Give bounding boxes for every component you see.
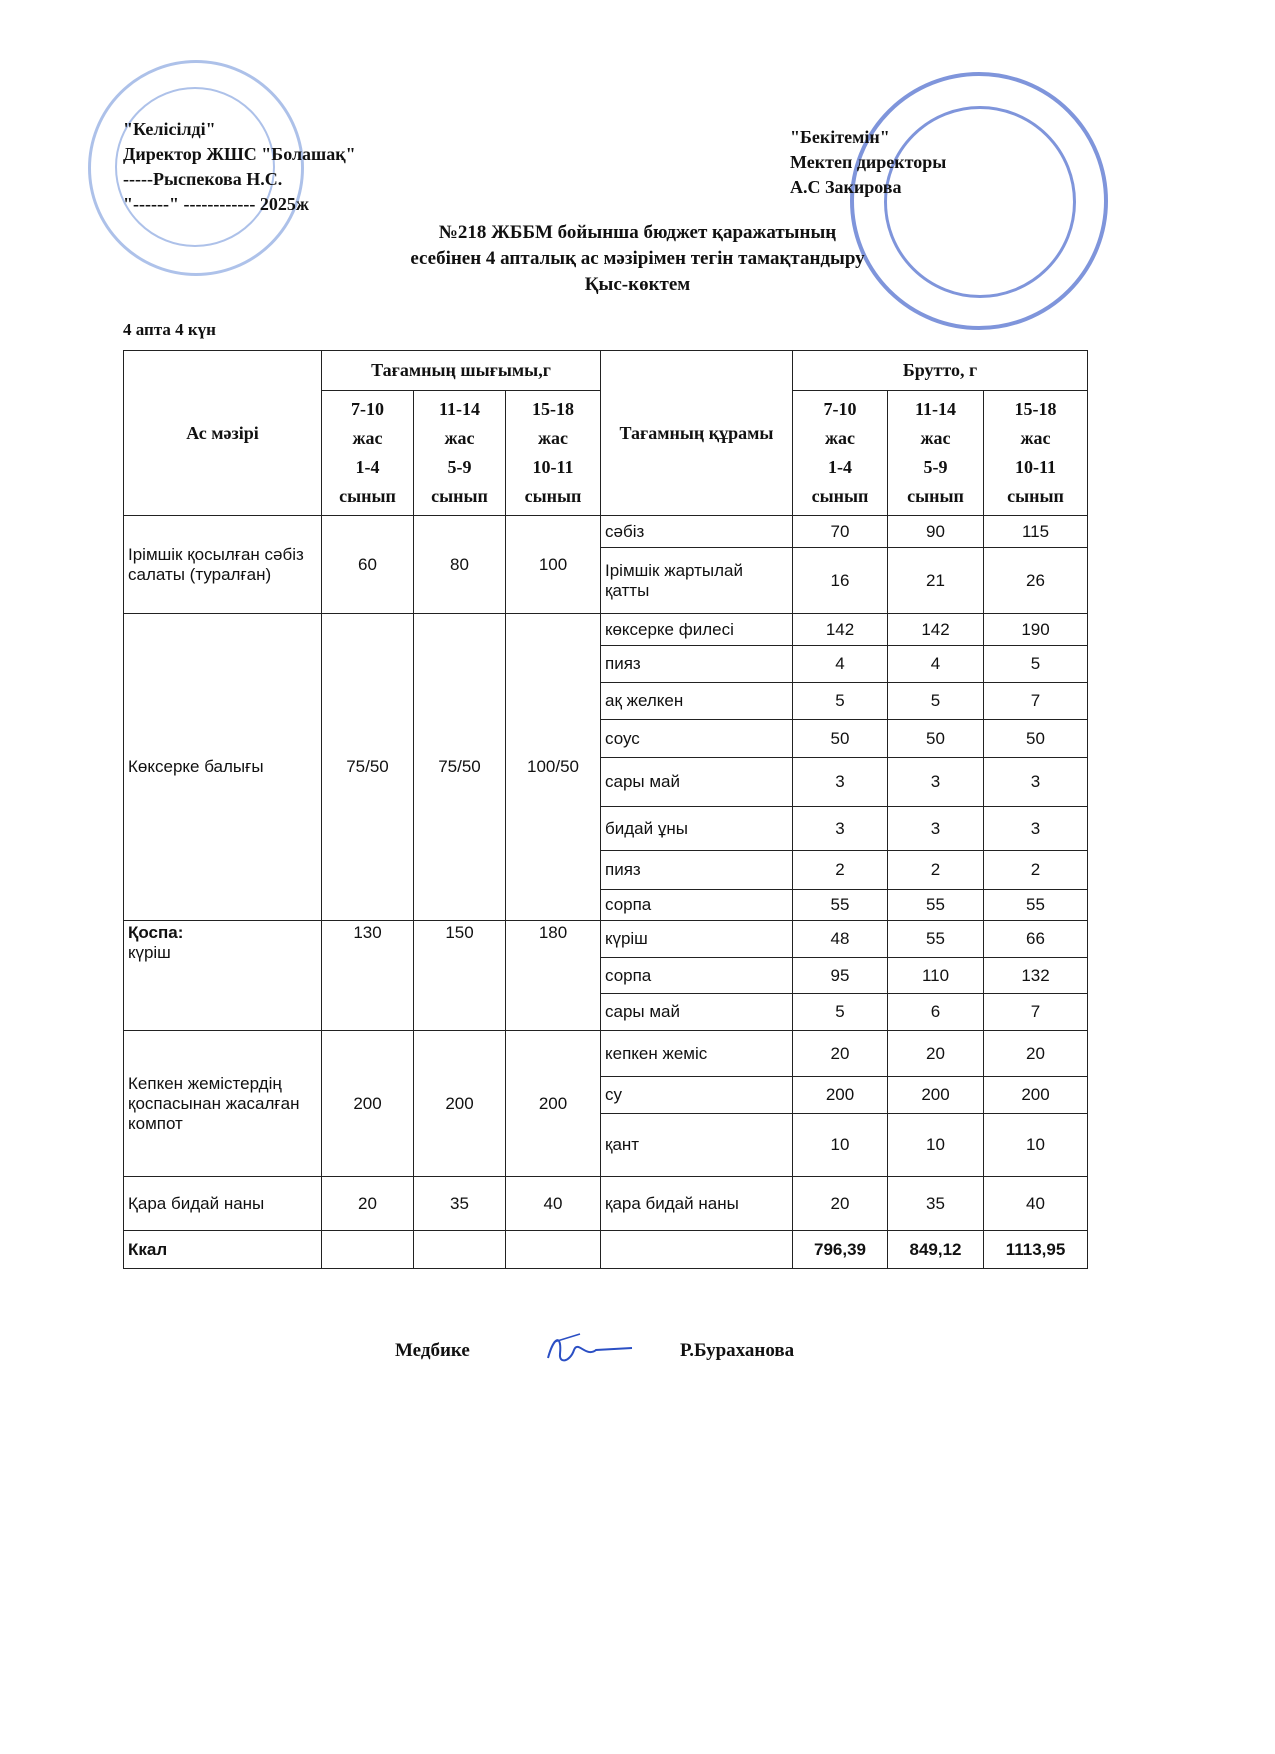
approved-line-2: Мектеп директоры [790, 152, 947, 172]
document-title-line-1: №218 ЖББМ бойынша бюджет қаражатының [438, 222, 837, 243]
header-menu: Ас мәзірі [124, 351, 322, 516]
gross-value: 20 [984, 1031, 1088, 1077]
yield-value: 75/50 [414, 614, 506, 921]
gross-value: 7 [984, 683, 1088, 720]
gross-value: 7 [984, 994, 1088, 1031]
ingredient-name: Ірімшік жартылай қатты [601, 548, 793, 614]
ingredient-name: ақ желкен [601, 683, 793, 720]
gross-value: 4 [793, 646, 888, 683]
kcal-label: Ккал [124, 1231, 322, 1269]
gross-value: 4 [888, 646, 984, 683]
dish-name: Қара бидай наны [124, 1177, 322, 1231]
footer-name: Р.Бураханова [680, 1340, 795, 1361]
gross-value: 2 [984, 851, 1088, 890]
gross-value: 40 [984, 1177, 1088, 1231]
agreed-line-3: -----Рыспекова Н.С. [123, 169, 283, 189]
header-age-group: 15-18 жас 10-11 сынып [984, 391, 1088, 516]
header-age-group: 7-10 жас 1-4 сынып [322, 391, 414, 516]
signature [540, 1328, 640, 1372]
gross-value: 200 [888, 1077, 984, 1114]
gross-value: 48 [793, 921, 888, 958]
gross-value: 35 [888, 1177, 984, 1231]
gross-value: 2 [888, 851, 984, 890]
empty-cell [322, 1231, 414, 1269]
gross-value: 3 [793, 758, 888, 807]
gross-value: 10 [888, 1114, 984, 1177]
gross-value: 3 [984, 758, 1088, 807]
yield-value: 100 [506, 516, 601, 614]
gross-value: 20 [888, 1031, 984, 1077]
footer-role: Медбике [395, 1340, 470, 1361]
kcal-value: 1113,95 [984, 1231, 1088, 1269]
dish-name: Көксерке балығы [124, 614, 322, 921]
empty-cell [414, 1231, 506, 1269]
header-age-group: 11-14 жас 5-9 сынып [414, 391, 506, 516]
ingredient-name: соус [601, 720, 793, 758]
ingredient-name: сары май [601, 994, 793, 1031]
gross-value: 20 [793, 1031, 888, 1077]
yield-value: 75/50 [322, 614, 414, 921]
gross-value: 55 [888, 890, 984, 921]
ingredient-name: сорпа [601, 958, 793, 994]
empty-cell [601, 1231, 793, 1269]
yield-value: 130 [322, 921, 414, 1031]
approved-line-1: "Бекітемін" [790, 127, 890, 147]
gross-value: 16 [793, 548, 888, 614]
kcal-value: 849,12 [888, 1231, 984, 1269]
gross-value: 5 [888, 683, 984, 720]
ingredient-name: пияз [601, 646, 793, 683]
gross-value: 5 [793, 994, 888, 1031]
yield-value: 180 [506, 921, 601, 1031]
gross-value: 55 [984, 890, 1088, 921]
yield-value: 100/50 [506, 614, 601, 921]
gross-value: 5 [984, 646, 1088, 683]
gross-value: 3 [984, 807, 1088, 851]
yield-value: 200 [506, 1031, 601, 1177]
header-age-group: 7-10 жас 1-4 сынып [793, 391, 888, 516]
header-yield: Тағамның шығымы,г [322, 351, 601, 391]
gross-value: 95 [793, 958, 888, 994]
document-title-line-3: Қыс-көктем [584, 274, 691, 295]
document-title-line-2: есебінен 4 апталық ас мәзірімен тегін тамақтандыру [410, 248, 865, 269]
header-gross: Брутто, г [793, 351, 1088, 391]
ingredient-name: қара бидай наны [601, 1177, 793, 1231]
gross-value: 20 [793, 1177, 888, 1231]
header-age-group: 11-14 жас 5-9 сынып [888, 391, 984, 516]
agreed-line-2: Директор ЖШС "Болашақ" [123, 144, 356, 164]
yield-value: 35 [414, 1177, 506, 1231]
gross-value: 50 [888, 720, 984, 758]
dish-name: Ірімшік қосылған сәбіз салаты (туралған) [124, 516, 322, 614]
gross-value: 6 [888, 994, 984, 1031]
gross-value: 90 [888, 516, 984, 548]
header-age-group: 15-18 жас 10-11 сынып [506, 391, 601, 516]
gross-value: 50 [793, 720, 888, 758]
gross-value: 66 [984, 921, 1088, 958]
gross-value: 10 [793, 1114, 888, 1177]
gross-value: 110 [888, 958, 984, 994]
gross-value: 55 [793, 890, 888, 921]
gross-value: 142 [793, 614, 888, 646]
ingredient-name: сары май [601, 758, 793, 807]
gross-value: 50 [984, 720, 1088, 758]
gross-value: 115 [984, 516, 1088, 548]
approved-line-3: А.С Закирова [790, 177, 902, 197]
ingredient-name: сорпа [601, 890, 793, 921]
gross-value: 10 [984, 1114, 1088, 1177]
ingredient-name: пияз [601, 851, 793, 890]
yield-value: 60 [322, 516, 414, 614]
kcal-value: 796,39 [793, 1231, 888, 1269]
gross-value: 132 [984, 958, 1088, 994]
yield-value: 150 [414, 921, 506, 1031]
gross-value: 21 [888, 548, 984, 614]
agreed-line-4: "------" ------------ 2025ж [123, 194, 309, 214]
ingredient-name: су [601, 1077, 793, 1114]
gross-value: 200 [793, 1077, 888, 1114]
dish-name: Қоспа: күріш [124, 921, 322, 1031]
dish-name: Кепкен жемістердің қоспасынан жасалған компот [124, 1031, 322, 1177]
gross-value: 70 [793, 516, 888, 548]
gross-value: 142 [888, 614, 984, 646]
agreed-line-1: "Келісілді" [123, 119, 216, 139]
gross-value: 26 [984, 548, 1088, 614]
gross-value: 2 [793, 851, 888, 890]
ingredient-name: сәбіз [601, 516, 793, 548]
menu-table [123, 350, 1088, 1269]
ingredient-name: көксерке филесі [601, 614, 793, 646]
empty-cell [506, 1231, 601, 1269]
yield-value: 20 [322, 1177, 414, 1231]
ingredient-name: қант [601, 1114, 793, 1177]
gross-value: 3 [793, 807, 888, 851]
header-composition: Тағамның құрамы [601, 351, 793, 516]
yield-value: 40 [506, 1177, 601, 1231]
yield-value: 80 [414, 516, 506, 614]
ingredient-name: кепкен жеміс [601, 1031, 793, 1077]
gross-value: 3 [888, 758, 984, 807]
yield-value: 200 [414, 1031, 506, 1177]
gross-value: 5 [793, 683, 888, 720]
gross-value: 55 [888, 921, 984, 958]
ingredient-name: бидай ұны [601, 807, 793, 851]
yield-value: 200 [322, 1031, 414, 1177]
gross-value: 200 [984, 1077, 1088, 1114]
gross-value: 3 [888, 807, 984, 851]
ingredient-name: күріш [601, 921, 793, 958]
week-day-label: 4 апта 4 күн [123, 320, 216, 339]
gross-value: 190 [984, 614, 1088, 646]
